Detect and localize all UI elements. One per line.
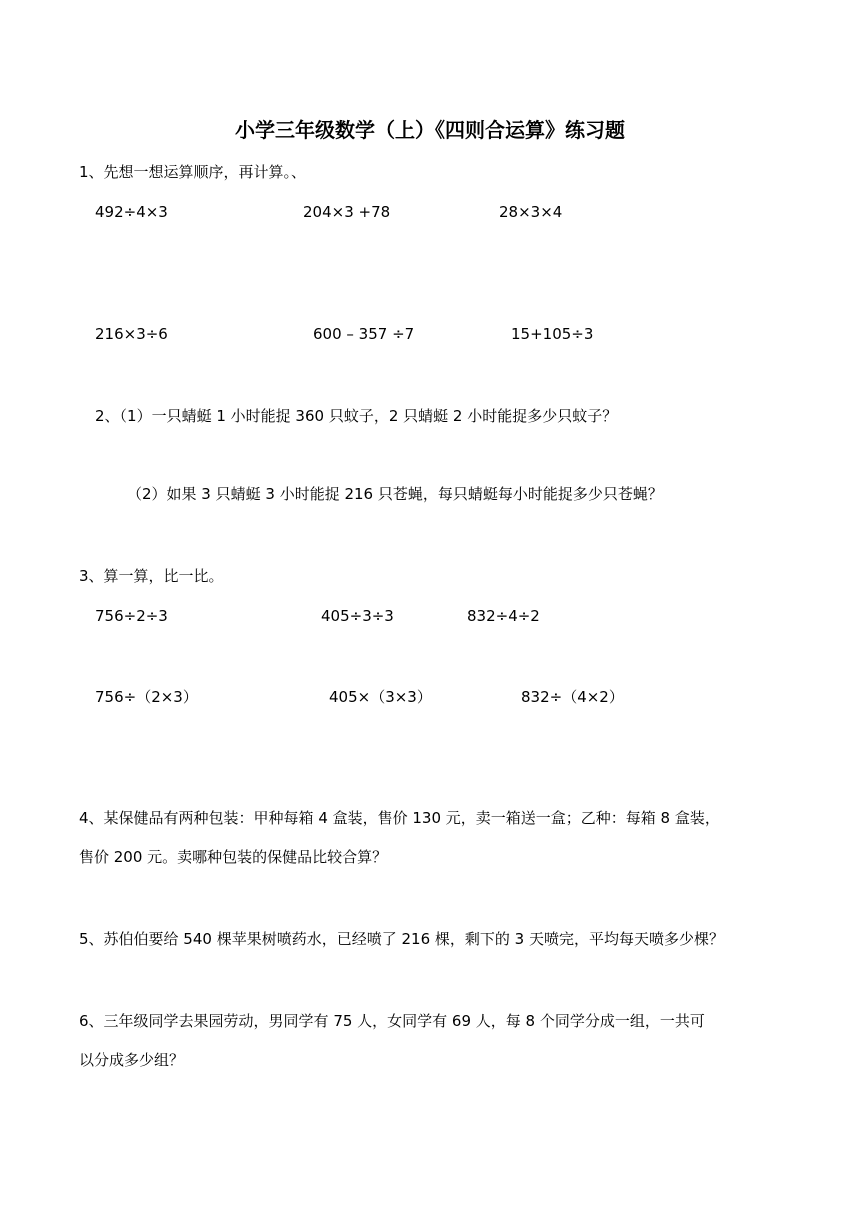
q3-expr-2: 405÷3÷3 — [321, 607, 394, 625]
q1-expr-4: 216×3÷6 — [95, 325, 168, 343]
q3-expr-1: 756÷2÷3 — [95, 607, 168, 625]
q1-expr-6: 15+105÷3 — [511, 325, 594, 343]
q2-part-1: 2、（1）一只蜻蜓 1 小时能捉 360 只蚊子，2 只蜻蜓 2 小时能捉多少只蚊子？ — [95, 407, 618, 425]
q4-line-2: 售价 200 元。卖哪种包装的保健品比较合算？ — [79, 848, 388, 866]
q3-expr-5: 405×（3×3） — [329, 688, 432, 706]
q1-expr-2: 204×3 +78 — [303, 203, 391, 221]
q5-line-1: 5、苏伯伯要给 540 棵苹果树喷药水，已经喷了 216 棵，剩下的 3 天喷完，平均每天喷多少棵？ — [79, 930, 724, 948]
q1-expr-5: 600 – 357 ÷7 — [313, 325, 415, 343]
q3-expr-4: 756÷（2×3） — [95, 688, 198, 706]
q6-line-1: 6、三年级同学去果园劳动，男同学有 75 人，女同学有 69 人，每 8 个同学分成一组，一共可 — [79, 1012, 705, 1030]
q3-expr-3: 832÷4÷2 — [467, 607, 540, 625]
page-title: 小学三年级数学（上）《四则合运算》练习题 — [235, 118, 625, 142]
q3-expr-6: 832÷（4×2） — [521, 688, 624, 706]
q1-expr-3: 28×3×4 — [499, 203, 563, 221]
q4-line-1: 4、某保健品有两种包装：甲种每箱 4 盒装，售价 130 元，卖一箱送一盒；乙种：每箱 8 盒装， — [79, 809, 720, 827]
q2-part-2: （2）如果 3 只蜻蜓 3 小时能捉 216 只苍蝇，每只蜻蜓每小时能捉多少只苍蝇？ — [127, 485, 663, 503]
q6-line-2: 以分成多少组？ — [79, 1051, 185, 1069]
q1-expr-1: 492÷4×3 — [95, 203, 168, 221]
q3-prompt: 3、算一算，比一比。 — [79, 567, 224, 585]
q1-prompt: 1、先想一想运算顺序，再计算。、 — [79, 163, 307, 181]
